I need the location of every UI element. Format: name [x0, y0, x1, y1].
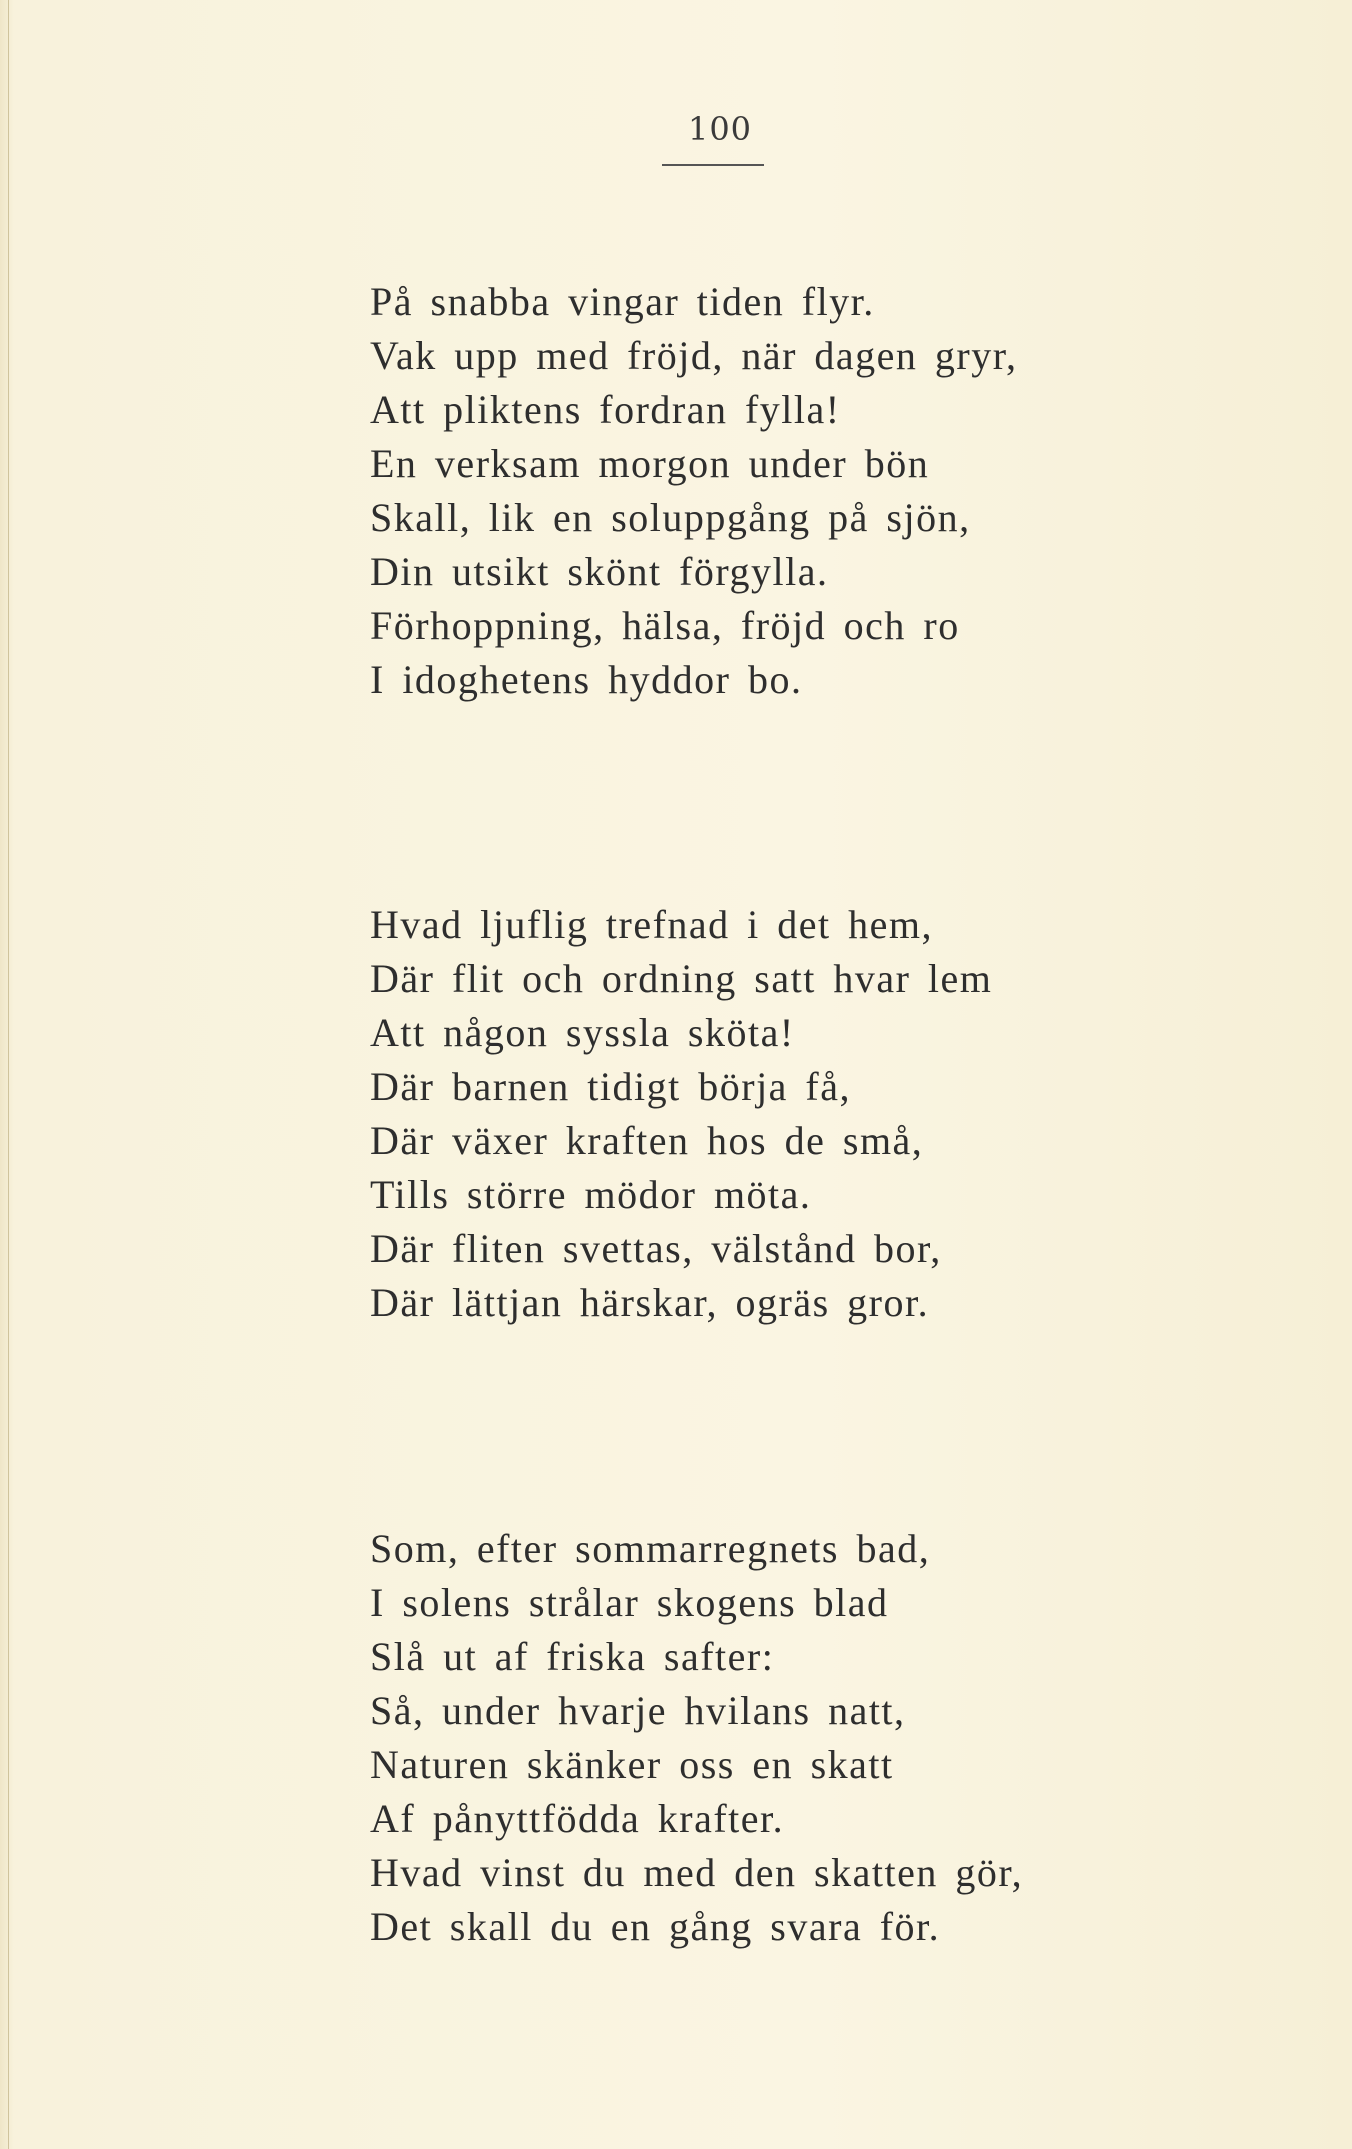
poem-line: Där barnen tidigt börja få, [370, 1064, 852, 1109]
poem-line: Vak upp med fröjd, när dagen gryr, [370, 333, 1018, 378]
poem-line: Att någon syssla sköta! [370, 1010, 795, 1055]
poem-line: Där fliten svettas, välstånd bor, [370, 1226, 942, 1271]
poem-line: På snabba vingar tiden flyr. [370, 279, 875, 324]
poem-line: Som, efter sommarregnets bad, [370, 1526, 931, 1571]
poem-line: Där flit och ordning satt hvar lem [370, 956, 993, 1001]
poem-line: Hvad ljuflig trefnad i det hem, [370, 902, 934, 947]
page-number-rule [662, 164, 764, 166]
stanza-1 [370, 275, 1270, 707]
page-edge [8, 0, 9, 2149]
poem-line: Naturen skänker oss en skatt [370, 1742, 894, 1787]
poem-line: Förhoppning, hälsa, fröjd och ro [370, 603, 960, 648]
stanza-3 [370, 1522, 1270, 1954]
poem-line: Slå ut af friska safter: [370, 1634, 775, 1679]
poem-line: I idoghetens hyddor bo. [370, 657, 803, 702]
poem-line: Hvad vinst du med den skatten gör, [370, 1850, 1024, 1895]
poem-line: Där lättjan härskar, ogräs gror. [370, 1280, 930, 1325]
page-number: 100 [687, 110, 753, 148]
poem-line: Skall, lik en soluppgång på sjön, [370, 495, 971, 540]
poem-line: Din utsikt skönt förgylla. [370, 549, 829, 594]
poem-line: Af pånyttfödda krafter. [370, 1796, 785, 1841]
poem-line: Att pliktens fordran fylla! [370, 387, 841, 432]
poem-line: I solens strålar skogens blad [370, 1580, 889, 1625]
poem-line: En verksam morgon under bön [370, 441, 930, 486]
poem-line: Där växer kraften hos de små, [370, 1118, 924, 1163]
poem-line: Så, under hvarje hvilans natt, [370, 1688, 906, 1733]
poem-line: Det skall du en gång svara för. [370, 1904, 941, 1949]
poem-line: Tills större mödor möta. [370, 1172, 812, 1217]
stanza-2 [370, 898, 1270, 1330]
